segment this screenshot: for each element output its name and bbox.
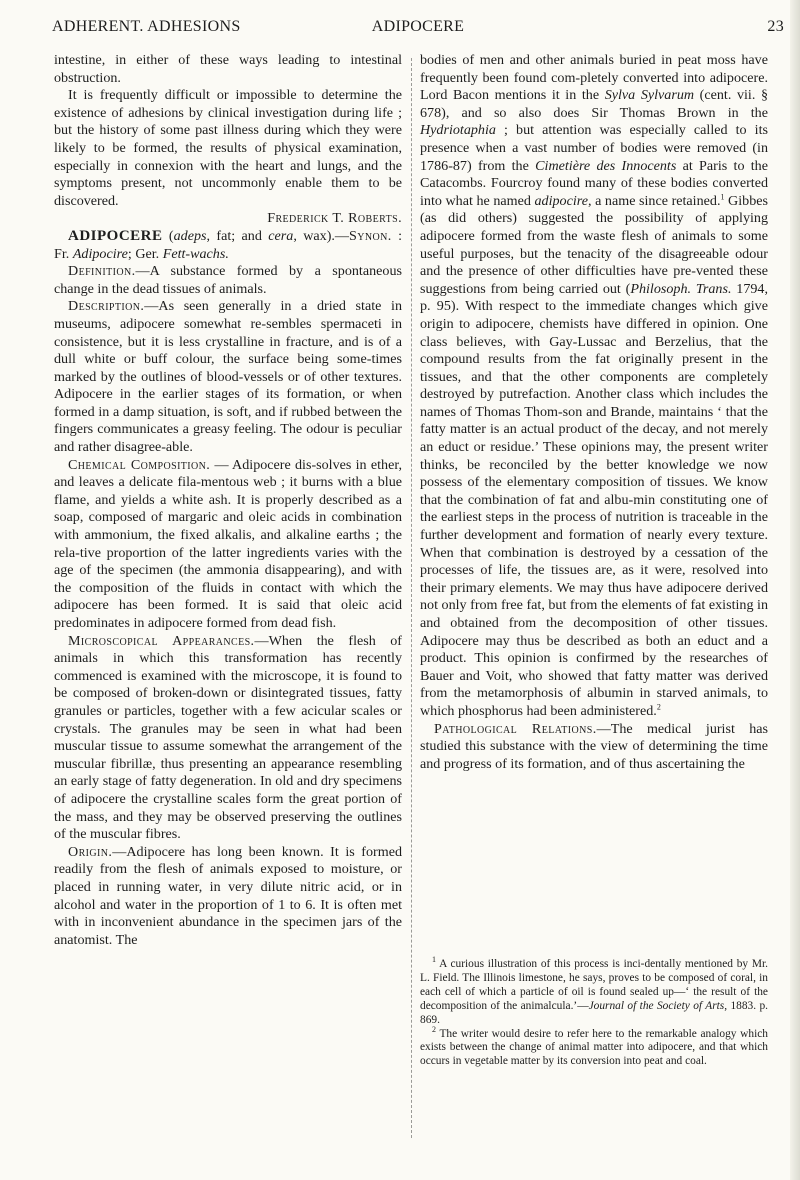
microscopical-paragraph: Microscopical Appearances.—When the flesh of animals in which this transformation has recently commenced is examined with the microscope, it is found to be composed of broken-down or disintegrated tissues, fatty granules or particles, together with a few acicular scales or crystals. The granules may be seen in what had been muscular tissue to assume somewhat the arrangement of the muscular fibrillæ, thus presenting an appearance resembling an early stage of fatty degeneration. In old and dry specimens of adipocere the crystalline scales form the great portion of the mass, and they may be observed preserving the outlines of the muscular fibres.	[54, 632, 403, 843]
entry-heading: ADIPOCERE (adeps, fat; and cera, wax).—Synon. : Fr. Adipocire; Ger. Fett-wachs.	[54, 227, 402, 262]
description-paragraph: Description.—As seen generally in a dried state in museums, adipocere somewhat re-sembles spermaceti in consistence, but it is less crystalline in fracture, and is of a dull white or buff colour, the surface being some-times marked by the outlines of blood-vessels or of other textures. Adipocere in the earlier stages of its formation, or when formed in a damp situation, is soft, and if rubbed between the fingers communicates a greasy feeling. The odour is peculiar and rather disagree-able.	[54, 298, 402, 456]
column-divider	[411, 58, 413, 1138]
footnotes	[420, 955, 769, 1069]
chemical-paragraph: Chemical Composition. — Adipocere dis-solves in ether, and leaves a delicate fila-mentous web ; it burns with a blue flame, and yields a white ash. It is properly described as a soap, composed of margaric and oleic acids in combination with ammonium, the fixed alkalis, and alkaline earths ; the rela-tive proportion of the latter ingredients varies with the age of the specimen (the ammonia disappearing), and with the composition of the fluids in contact with which the adipocere has been formed. It is said that oleic acid predominates in adipocere formed from dead fish.	[54, 456, 402, 631]
footnote-ref[interactable]: 2	[656, 702, 661, 712]
paragraph: bodies of men and other animals buried in peat moss have frequently been found com-pletely converted into adipocere. Lord Bacon mentions it in the Sylva Sylvarum (cent. vii. § 678), and so also does Sir Thomas Brown in the Hydriotaphia ; but attention was especially called to its presence when a vast number of bodies were removed (in 1786-87) from the Cimetière des Innocents at Paris to the Catacombs. Fourcroy found many of these bodies converted into what he named adipocire, a name since retained.$^1$ Gibbes (as did others) suggested the possibility of applying adipocere formed from the waste flesh of animals to some useful purposes, but the tenacity of the disagreeable odour and the presence of other difficulties have pre-vented these suggestions from being carried out (Philosoph. Trans. 1794, p. 95). With respect to the immediate changes which give origin to adipocere, chemists have differed in opinion. One class believes, with Gay-Lussac and Berzelius, that the compound results from the fat originally present in the tissues, and that the other components are completely destroyed by putrefaction. Another class which includes the names of Thomas Thom-son and Brande, maintains ‘ that the fatty matter is an actual product of the decay, and not merely an educt or residue.’ These opinions may, the present writer thinks, be reconciled by the better knowledge we now possess of the elementary composition of tissues. We know that the combination of fat and albu-min constituting one of the earliest steps in the process of nutrition is traceable in the further development and formation of nearly every texture. When that combination is destroyed by a cessation of the processes of life, the tissues are, as it were, resolved into their primary elements. We may thus have adipocere derived not only from free fat, but from the elements of fat existing in and obtained from the decomposition of other tissues. Adipocere may thus be described as both an educt and a product. This opinion is confirmed by the researches of Bauer and Voit, who showed that fatty matter was derived from the metamorphosis of albumin in starved animals, to which phosphorus had been administered.$^2$	[420, 52, 769, 719]
running-header	[52, 18, 784, 50]
header-left-title: ADHERENT. ADHESIONS	[52, 18, 241, 35]
footnote-2: $^2$ The writer would desire to refer here to the remarkable analogy which exists between the change of animal matter into adipocere, and that which occurs in vegetable matter by its conversion into peat and coal.	[420, 1024, 768, 1068]
section-label: Microscopical Appearances.	[68, 632, 255, 649]
definition-paragraph: Definition.—A substance formed by a spontaneous change in the dead tissues of animals.	[54, 263, 402, 297]
origin-paragraph: Origin.—Adipocere has long been known. It is formed readily from the flesh of animals exposed to moisture, or placed in running water, in very dilute nitric acid, or in alcohol and water in the proportion of 1 to 6. It is often met with in inconvenient abundance in the specimen jars of the anatomist. The	[54, 843, 402, 948]
section-label: Pathological Relations.	[434, 720, 597, 737]
page-edge	[790, 0, 800, 1180]
paragraph: It is frequently difficult or impossible to determine the existence of adhesions by clinical investigation during life ; but the history of some past illness during which they were likely to be formed, the results of physical examination, especially in connexion with the heart and lungs, and the symptoms present, not uncommonly enable them to be discovered.	[54, 87, 402, 209]
section-label: Origin.	[68, 843, 113, 860]
left-column	[54, 52, 402, 949]
author-signature: Frederick T. Roberts.	[267, 210, 402, 227]
right-column	[420, 52, 768, 773]
footnote-1: $^1$ A curious illustration of this process is inci-dentally mentioned by Mr. L. Field. The Illinois limestone, he says, proves to be composed of coral, in each cell of which a particle of oil is found sealed up—‘ the result of the decomposition of the animalcula.’—Journal of the Society of Arts, 1883. p. 869.	[420, 955, 769, 1026]
page-number: 23	[767, 18, 784, 35]
section-label: Description.	[68, 298, 145, 315]
header-center-title: ADIPOCERE	[371, 18, 465, 35]
section-label: Definition.	[68, 263, 136, 280]
headword: ADIPOCERE	[68, 227, 163, 244]
footnote-ref[interactable]: 1	[720, 192, 725, 202]
pathological-paragraph: Pathological Relations.—The medical jurist has studied this substance with the view of determining the time and progress of its formation, and of thus ascertaining the	[420, 720, 768, 772]
paragraph: intestine, in either of these ways leading to intestinal obstruction.	[54, 52, 402, 86]
section-label: Chemical Composition.	[68, 456, 211, 473]
